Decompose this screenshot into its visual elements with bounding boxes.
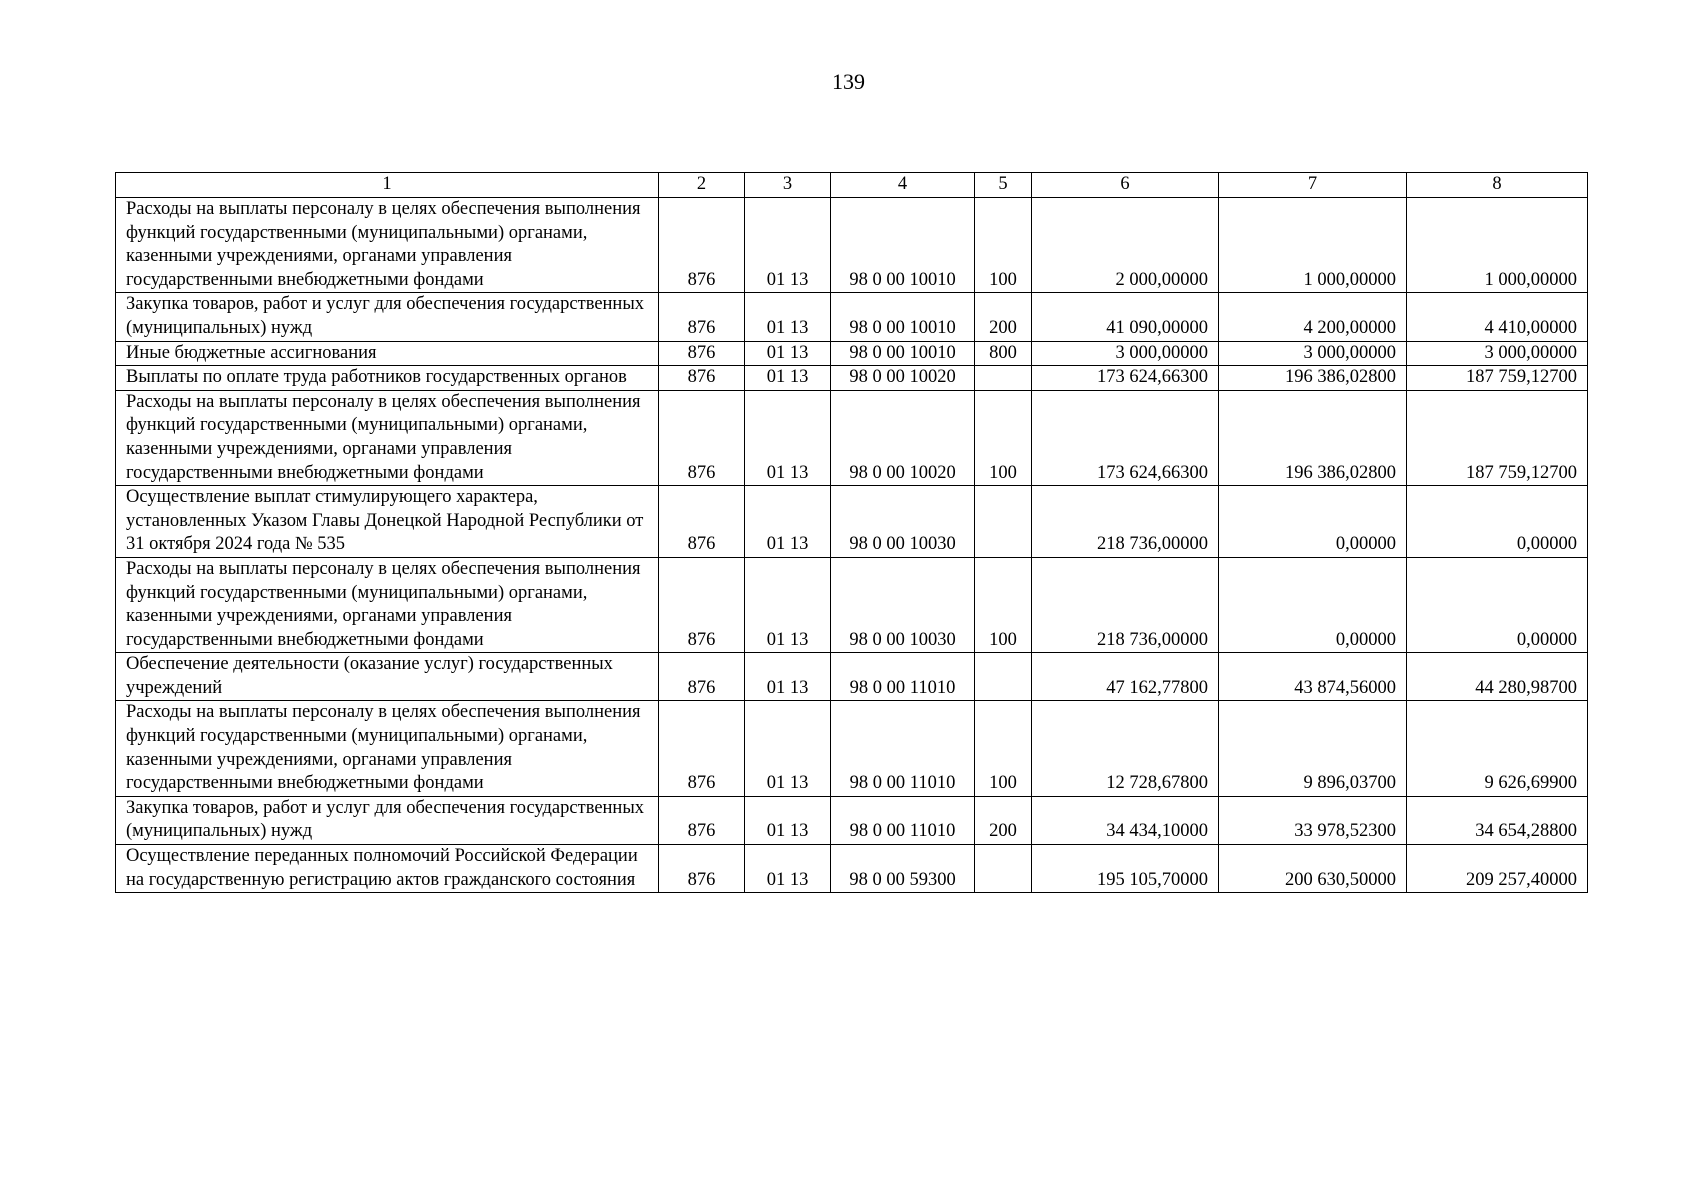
target-article-cell: 98 0 00 10030 [831,486,975,558]
ministry-code-cell: 876 [659,701,745,796]
target-article-cell: 98 0 00 59300 [831,845,975,893]
table-row [116,198,1588,293]
amount-cell-col7: 200 630,50000 [1219,845,1407,893]
row-name-cell: Иные бюджетные ассигнования [116,341,659,366]
table-row [116,557,1588,652]
table-row [116,366,1588,391]
budget-table [115,172,1588,893]
row-name-cell: Обеспечение деятельности (оказание услуг) государственных учреждений [116,653,659,701]
amount-cell-col6: 218 736,00000 [1032,486,1219,558]
ministry-code-cell: 876 [659,557,745,652]
header-cell: 5 [975,173,1032,198]
amount-cell-col6: 47 162,77800 [1032,653,1219,701]
expense-type-cell: 200 [975,796,1032,844]
table-row [116,701,1588,796]
section-code-cell: 01 13 [745,701,831,796]
amount-cell-col6: 3 000,00000 [1032,341,1219,366]
ministry-code-cell: 876 [659,198,745,293]
header-cell: 1 [116,173,659,198]
amount-cell-col7: 33 978,52300 [1219,796,1407,844]
amount-cell-col8: 209 257,40000 [1407,845,1588,893]
target-article-cell: 98 0 00 10020 [831,390,975,485]
ministry-code-cell: 876 [659,796,745,844]
section-code-cell: 01 13 [745,390,831,485]
table-row [116,293,1588,341]
table-row [116,796,1588,844]
header-cell: 2 [659,173,745,198]
ministry-code-cell: 876 [659,653,745,701]
section-code-cell: 01 13 [745,796,831,844]
amount-cell-col8: 3 000,00000 [1407,341,1588,366]
target-article-cell: 98 0 00 10010 [831,341,975,366]
row-name-cell: Расходы на выплаты персоналу в целях обеспечения выполнения функций государственными (муниципальными) органами, казенными учреждениями, органами управления государственными внебюджетными фондами [116,701,659,796]
amount-cell-col6: 218 736,00000 [1032,557,1219,652]
row-name-cell: Закупка товаров, работ и услуг для обеспечения государственных (муниципальных) нужд [116,293,659,341]
header-cell: 3 [745,173,831,198]
section-code-cell: 01 13 [745,557,831,652]
amount-cell-col7: 9 896,03700 [1219,701,1407,796]
amount-cell-col7: 4 200,00000 [1219,293,1407,341]
amount-cell-col6: 34 434,10000 [1032,796,1219,844]
table-row [116,390,1588,485]
amount-cell-col6: 173 624,66300 [1032,366,1219,391]
table-row [116,341,1588,366]
expense-type-cell: 100 [975,701,1032,796]
expense-type-cell [975,486,1032,558]
table-row [116,653,1588,701]
row-name-cell: Расходы на выплаты персоналу в целях обеспечения выполнения функций государственными (муниципальными) органами, казенными учреждениями, органами управления государственными внебюджетными фондами [116,198,659,293]
ministry-code-cell: 876 [659,390,745,485]
amount-cell-col8: 4 410,00000 [1407,293,1588,341]
expense-type-cell: 800 [975,341,1032,366]
amount-cell-col6: 173 624,66300 [1032,390,1219,485]
expense-type-cell: 100 [975,198,1032,293]
amount-cell-col7: 43 874,56000 [1219,653,1407,701]
table-row [116,845,1588,893]
amount-cell-col8: 44 280,98700 [1407,653,1588,701]
ministry-code-cell: 876 [659,366,745,391]
expense-type-cell [975,845,1032,893]
ministry-code-cell: 876 [659,845,745,893]
section-code-cell: 01 13 [745,293,831,341]
table-body [116,198,1588,893]
section-code-cell: 01 13 [745,845,831,893]
amount-cell-col6: 41 090,00000 [1032,293,1219,341]
header-cell: 7 [1219,173,1407,198]
row-name-cell: Расходы на выплаты персоналу в целях обеспечения выполнения функций государственными (муниципальными) органами, казенными учреждениями, органами управления государственными внебюджетными фондами [116,557,659,652]
amount-cell-col7: 0,00000 [1219,486,1407,558]
amount-cell-col6: 2 000,00000 [1032,198,1219,293]
target-article-cell: 98 0 00 11010 [831,653,975,701]
amount-cell-col7: 3 000,00000 [1219,341,1407,366]
amount-cell-col8: 187 759,12700 [1407,366,1588,391]
amount-cell-col7: 196 386,02800 [1219,390,1407,485]
section-code-cell: 01 13 [745,198,831,293]
target-article-cell: 98 0 00 10010 [831,198,975,293]
amount-cell-col7: 0,00000 [1219,557,1407,652]
amount-cell-col7: 196 386,02800 [1219,366,1407,391]
section-code-cell: 01 13 [745,486,831,558]
amount-cell-col6: 12 728,67800 [1032,701,1219,796]
target-article-cell: 98 0 00 10030 [831,557,975,652]
row-name-cell: Расходы на выплаты персоналу в целях обеспечения выполнения функций государственными (муниципальными) органами, казенными учреждениями, органами управления государственными внебюджетными фондами [116,390,659,485]
expense-type-cell: 100 [975,557,1032,652]
header-row [116,173,1588,198]
row-name-cell: Выплаты по оплате труда работников государственных органов [116,366,659,391]
row-name-cell: Закупка товаров, работ и услуг для обеспечения государственных (муниципальных) нужд [116,796,659,844]
target-article-cell: 98 0 00 10010 [831,293,975,341]
target-article-cell: 98 0 00 11010 [831,701,975,796]
expense-type-cell: 100 [975,390,1032,485]
amount-cell-col8: 34 654,28800 [1407,796,1588,844]
target-article-cell: 98 0 00 11010 [831,796,975,844]
table-row [116,486,1588,558]
amount-cell-col8: 187 759,12700 [1407,390,1588,485]
ministry-code-cell: 876 [659,293,745,341]
row-name-cell: Осуществление выплат стимулирующего характера, установленных Указом Главы Донецкой Народной Республики от 31 октября 2024 года № 535 [116,486,659,558]
ministry-code-cell: 876 [659,341,745,366]
header-cell: 6 [1032,173,1219,198]
section-code-cell: 01 13 [745,366,831,391]
row-name-cell: Осуществление переданных полномочий Российской Федерации на государственную регистрацию актов гражданского состояния [116,845,659,893]
page-number: 139 [832,69,865,94]
target-article-cell: 98 0 00 10020 [831,366,975,391]
amount-cell-col8: 9 626,69900 [1407,701,1588,796]
amount-cell-col8: 1 000,00000 [1407,198,1588,293]
expense-type-cell: 200 [975,293,1032,341]
amount-cell-col8: 0,00000 [1407,557,1588,652]
amount-cell-col8: 0,00000 [1407,486,1588,558]
amount-cell-col7: 1 000,00000 [1219,198,1407,293]
expense-type-cell [975,653,1032,701]
amount-cell-col6: 195 105,70000 [1032,845,1219,893]
ministry-code-cell: 876 [659,486,745,558]
header-cell: 8 [1407,173,1588,198]
expense-type-cell [975,366,1032,391]
header-cell: 4 [831,173,975,198]
section-code-cell: 01 13 [745,341,831,366]
section-code-cell: 01 13 [745,653,831,701]
